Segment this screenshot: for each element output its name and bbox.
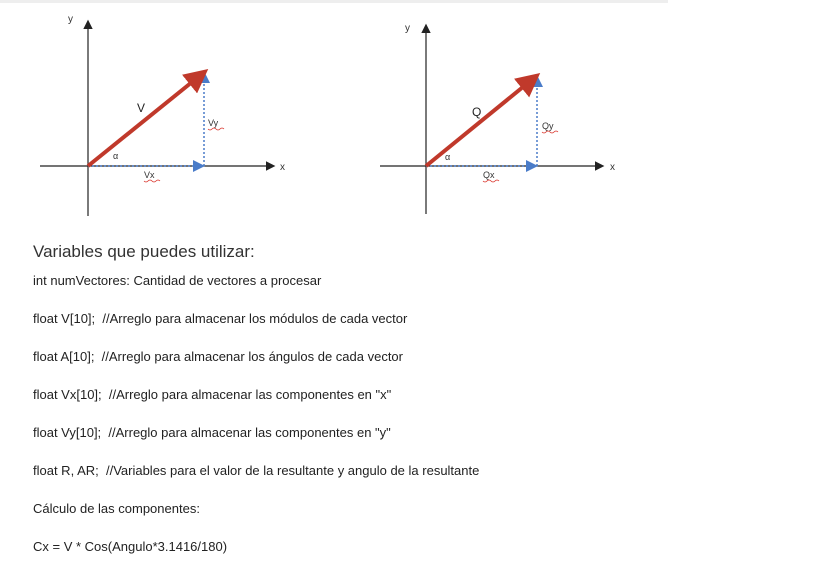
text-line: float Vx[10]; //Arreglo para almacenar las componentes en "x" xyxy=(33,387,392,402)
spell-squiggle xyxy=(144,180,160,182)
y-component-label: Vy xyxy=(208,118,219,128)
x-axis-label: x xyxy=(610,162,615,173)
variables-section xyxy=(33,242,793,578)
text-line: float R, AR; //Variables para el valor de la resultante y angulo de la resultante xyxy=(33,463,480,478)
text-line: Cx = V * Cos(Angulo*3.1416/180) xyxy=(33,539,228,554)
y-axis-label: y xyxy=(405,23,410,34)
vector-arrow xyxy=(88,74,202,166)
vector-label: Q xyxy=(472,105,482,119)
section-heading: Variables que puedes utilizar: xyxy=(33,242,255,261)
text-line: Cálculo de las componentes: xyxy=(33,501,200,516)
y-axis-label: y xyxy=(68,14,73,25)
vector-arrow xyxy=(426,78,534,166)
spell-squiggle xyxy=(542,131,558,133)
x-axis-label: x xyxy=(280,162,285,173)
vector-diagram-q xyxy=(370,0,630,225)
spell-squiggle xyxy=(208,128,224,130)
text-line: float Vy[10]; //Arreglo para almacenar las componentes en "y" xyxy=(33,425,391,440)
x-component-label: Qx xyxy=(483,170,495,180)
angle-label: α xyxy=(445,152,451,162)
y-component-label: Qy xyxy=(542,121,554,131)
vector-label: V xyxy=(137,101,146,115)
x-component-label: Vx xyxy=(144,170,155,180)
angle-label: α xyxy=(113,151,119,161)
spell-squiggle xyxy=(483,180,499,182)
vector-diagram-v xyxy=(30,0,300,225)
text-line: float A[10]; //Arreglo para almacenar los ángulos de cada vector xyxy=(33,349,403,364)
text-line: float V[10]; //Arreglo para almacenar los módulos de cada vector xyxy=(33,311,408,326)
text-line: int numVectores: Cantidad de vectores a procesar xyxy=(33,273,322,288)
